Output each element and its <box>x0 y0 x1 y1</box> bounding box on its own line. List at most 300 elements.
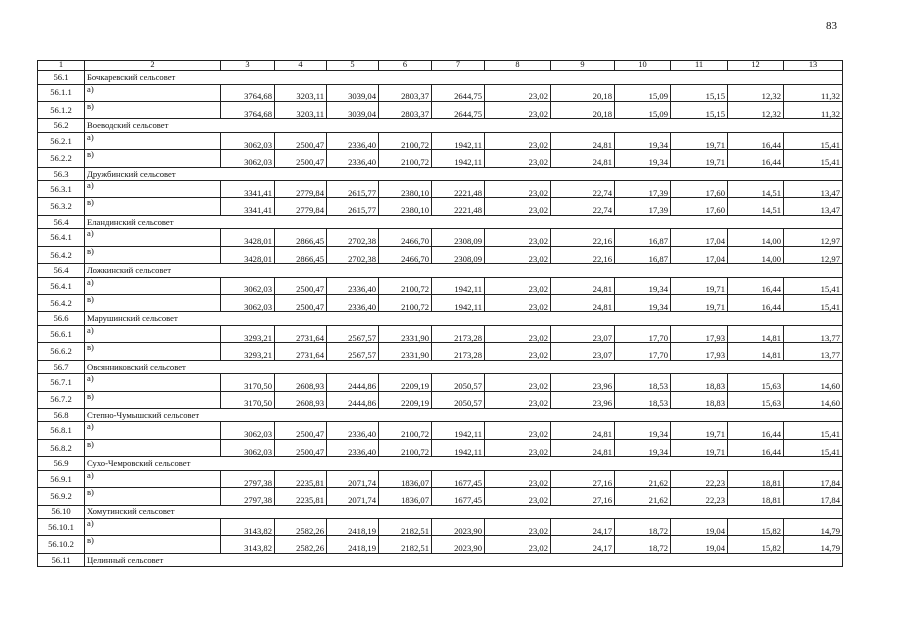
section-code: 56.9 <box>38 457 85 471</box>
section-row <box>38 360 843 374</box>
table-cell: 2336,40 <box>327 132 379 149</box>
table-cell: 15,09 <box>615 101 671 118</box>
row-label: в) <box>85 536 221 553</box>
column-header: 10 <box>615 61 671 71</box>
section-name: Овсянниковский сельсовет <box>85 360 843 374</box>
table-cell: 2702,38 <box>327 229 379 246</box>
section-name: Ложкинский сельсовет <box>85 264 843 278</box>
table-cell: 2023,90 <box>432 519 485 536</box>
section-code: 56.8 <box>38 408 85 422</box>
table-cell: 23,02 <box>485 343 551 360</box>
table-cell: 2500,47 <box>275 295 327 312</box>
table-cell: 3062,03 <box>221 132 275 149</box>
section-name: Бочкаревский сельсовет <box>85 71 843 85</box>
table-cell: 16,44 <box>728 277 784 294</box>
table-cell: 2866,45 <box>275 246 327 263</box>
table-cell: 3293,21 <box>221 325 275 342</box>
table-cell: 2308,09 <box>432 246 485 263</box>
column-header: 11 <box>671 61 728 71</box>
section-code: 56.10 <box>38 505 85 519</box>
table-cell: 2336,40 <box>327 295 379 312</box>
row-code: 56.3.1 <box>38 181 85 198</box>
table-cell: 2644,75 <box>432 101 485 118</box>
table-cell: 20,18 <box>551 101 615 118</box>
table-cell: 27,16 <box>551 488 615 505</box>
column-header: 12 <box>728 61 784 71</box>
section-row <box>38 71 843 85</box>
table-cell: 23,02 <box>485 422 551 439</box>
table-cell: 19,71 <box>671 277 728 294</box>
table-cell: 23,02 <box>485 229 551 246</box>
table-cell: 2702,38 <box>327 246 379 263</box>
table-cell: 18,53 <box>615 374 671 391</box>
table-cell: 2466,70 <box>379 246 432 263</box>
table-cell: 2173,28 <box>432 325 485 342</box>
table-cell: 13,77 <box>784 343 843 360</box>
row-code: 56.8.1 <box>38 422 85 439</box>
section-code: 56.4 <box>38 215 85 229</box>
table-cell: 23,02 <box>485 536 551 553</box>
table-row <box>38 470 843 487</box>
table-cell: 17,04 <box>671 246 728 263</box>
table-cell: 13,77 <box>784 325 843 342</box>
table-cell: 22,23 <box>671 488 728 505</box>
table-cell: 2050,57 <box>432 391 485 408</box>
table-cell: 2380,10 <box>379 181 432 198</box>
section-row <box>38 457 843 471</box>
table-cell: 23,02 <box>485 295 551 312</box>
table-cell: 2336,40 <box>327 150 379 167</box>
table-cell: 3341,41 <box>221 198 275 215</box>
table-row <box>38 84 843 101</box>
table-row <box>38 295 843 312</box>
row-label: а) <box>85 422 221 439</box>
table-cell: 2071,74 <box>327 470 379 487</box>
table-cell: 2567,57 <box>327 343 379 360</box>
table-cell: 14,51 <box>728 198 784 215</box>
table-cell: 15,41 <box>784 132 843 149</box>
table-cell: 24,17 <box>551 519 615 536</box>
table-cell: 14,79 <box>784 536 843 553</box>
section-code: 56.3 <box>38 167 85 181</box>
table-cell: 24,81 <box>551 295 615 312</box>
table-cell: 19,34 <box>615 277 671 294</box>
column-header: 8 <box>485 61 551 71</box>
table-cell: 2444,86 <box>327 391 379 408</box>
table-cell: 19,34 <box>615 295 671 312</box>
section-name: Целинный сельсовет <box>85 553 843 567</box>
table-cell: 15,41 <box>784 150 843 167</box>
column-header: 3 <box>221 61 275 71</box>
table-row <box>38 325 843 342</box>
table-cell: 17,60 <box>671 198 728 215</box>
table-cell: 2500,47 <box>275 132 327 149</box>
table-row <box>38 343 843 360</box>
table-cell: 2797,38 <box>221 488 275 505</box>
table-cell: 3203,11 <box>275 84 327 101</box>
table-cell: 2331,90 <box>379 325 432 342</box>
table-cell: 23,02 <box>485 325 551 342</box>
row-code: 56.2.1 <box>38 132 85 149</box>
table-cell: 17,60 <box>671 181 728 198</box>
section-name: Степно-Чумышский сельсовет <box>85 408 843 422</box>
table-row <box>38 101 843 118</box>
table-cell: 20,18 <box>551 84 615 101</box>
table-cell: 13,47 <box>784 181 843 198</box>
table-cell: 2582,26 <box>275 536 327 553</box>
table-row <box>38 246 843 263</box>
table-cell: 2221,48 <box>432 198 485 215</box>
table-cell: 19,34 <box>615 132 671 149</box>
row-code: 56.9.1 <box>38 470 85 487</box>
table-cell: 14,00 <box>728 229 784 246</box>
table-cell: 19,34 <box>615 422 671 439</box>
table-row <box>38 519 843 536</box>
table-cell: 2500,47 <box>275 277 327 294</box>
table-cell: 19,04 <box>671 519 728 536</box>
table-cell: 15,63 <box>728 374 784 391</box>
row-label: в) <box>85 488 221 505</box>
table-cell: 12,32 <box>728 101 784 118</box>
column-header: 13 <box>784 61 843 71</box>
table-cell: 2803,37 <box>379 101 432 118</box>
table-cell: 2466,70 <box>379 229 432 246</box>
column-header: 4 <box>275 61 327 71</box>
table-cell: 18,81 <box>728 470 784 487</box>
table-cell: 3143,82 <box>221 536 275 553</box>
row-code: 56.10.2 <box>38 536 85 553</box>
row-label: в) <box>85 150 221 167</box>
table-cell: 2797,38 <box>221 470 275 487</box>
table-cell: 3062,03 <box>221 422 275 439</box>
tariff-table <box>37 60 843 567</box>
table-row <box>38 198 843 215</box>
table-row <box>38 150 843 167</box>
row-label: в) <box>85 391 221 408</box>
table-cell: 19,34 <box>615 439 671 456</box>
page-number: 83 <box>826 20 837 32</box>
table-cell: 3062,03 <box>221 295 275 312</box>
table-cell: 23,02 <box>485 198 551 215</box>
table-cell: 3143,82 <box>221 519 275 536</box>
section-row <box>38 312 843 326</box>
table-cell: 23,02 <box>485 101 551 118</box>
table-cell: 2615,77 <box>327 181 379 198</box>
table-cell: 23,02 <box>485 277 551 294</box>
table-cell: 23,02 <box>485 181 551 198</box>
table-cell: 23,02 <box>485 374 551 391</box>
table-cell: 21,62 <box>615 470 671 487</box>
table-cell: 2500,47 <box>275 439 327 456</box>
section-name: Хомутинский сельсовет <box>85 505 843 519</box>
table-cell: 3428,01 <box>221 246 275 263</box>
row-code: 56.7.1 <box>38 374 85 391</box>
table-cell: 15,15 <box>671 101 728 118</box>
table-cell: 16,44 <box>728 132 784 149</box>
row-label: а) <box>85 519 221 536</box>
table-cell: 12,97 <box>784 229 843 246</box>
table-cell: 3039,04 <box>327 84 379 101</box>
table-row <box>38 181 843 198</box>
row-code: 56.10.1 <box>38 519 85 536</box>
table-cell: 3293,21 <box>221 343 275 360</box>
table-cell: 17,04 <box>671 229 728 246</box>
section-row <box>38 264 843 278</box>
table-cell: 23,02 <box>485 84 551 101</box>
table-cell: 2380,10 <box>379 198 432 215</box>
section-code: 56.7 <box>38 360 85 374</box>
row-label: а) <box>85 470 221 487</box>
table-cell: 2182,51 <box>379 519 432 536</box>
table-cell: 2582,26 <box>275 519 327 536</box>
table-cell: 14,81 <box>728 343 784 360</box>
table-cell: 23,07 <box>551 343 615 360</box>
section-row <box>38 119 843 133</box>
table-cell: 23,96 <box>551 374 615 391</box>
table-cell: 23,07 <box>551 325 615 342</box>
table-cell: 19,71 <box>671 439 728 456</box>
table-cell: 3764,68 <box>221 101 275 118</box>
section-name: Еландинский сельсовет <box>85 215 843 229</box>
section-name: Воеводский сельсовет <box>85 119 843 133</box>
table-cell: 14,60 <box>784 374 843 391</box>
table-cell: 1942,11 <box>432 439 485 456</box>
table-cell: 17,39 <box>615 198 671 215</box>
table-row <box>38 422 843 439</box>
table-cell: 24,81 <box>551 277 615 294</box>
column-header: 7 <box>432 61 485 71</box>
table-cell: 2235,81 <box>275 470 327 487</box>
table-cell: 15,82 <box>728 519 784 536</box>
table-cell: 2779,84 <box>275 198 327 215</box>
table-cell: 13,47 <box>784 198 843 215</box>
row-label: а) <box>85 325 221 342</box>
table-cell: 23,02 <box>485 439 551 456</box>
table-cell: 1942,11 <box>432 422 485 439</box>
table-cell: 2023,90 <box>432 536 485 553</box>
table-cell: 15,41 <box>784 295 843 312</box>
section-code: 56.1 <box>38 71 85 85</box>
table-cell: 2100,72 <box>379 150 432 167</box>
table-cell: 15,15 <box>671 84 728 101</box>
table-cell: 14,81 <box>728 325 784 342</box>
row-code: 56.4.2 <box>38 246 85 263</box>
table-row <box>38 488 843 505</box>
table-cell: 23,02 <box>485 519 551 536</box>
row-label: в) <box>85 198 221 215</box>
table-cell: 3341,41 <box>221 181 275 198</box>
table-cell: 23,02 <box>485 132 551 149</box>
section-code: 56.11 <box>38 553 85 567</box>
table-cell: 1942,11 <box>432 277 485 294</box>
table-cell: 1836,07 <box>379 470 432 487</box>
table-cell: 15,63 <box>728 391 784 408</box>
table-cell: 23,96 <box>551 391 615 408</box>
table-cell: 17,84 <box>784 470 843 487</box>
row-code: 56.9.2 <box>38 488 85 505</box>
table-cell: 14,79 <box>784 519 843 536</box>
row-label: а) <box>85 277 221 294</box>
table-cell: 19,71 <box>671 132 728 149</box>
table-cell: 11,32 <box>784 84 843 101</box>
table-row <box>38 132 843 149</box>
section-row <box>38 408 843 422</box>
row-code: 56.1.2 <box>38 101 85 118</box>
table-row <box>38 391 843 408</box>
table-cell: 19,34 <box>615 150 671 167</box>
table-cell: 1677,45 <box>432 488 485 505</box>
row-code: 56.2.2 <box>38 150 85 167</box>
table-cell: 2500,47 <box>275 150 327 167</box>
table-cell: 2173,28 <box>432 343 485 360</box>
row-label: в) <box>85 246 221 263</box>
table-cell: 23,02 <box>485 391 551 408</box>
table-cell: 3062,03 <box>221 277 275 294</box>
table-cell: 3062,03 <box>221 150 275 167</box>
table-cell: 11,32 <box>784 101 843 118</box>
table-cell: 3170,50 <box>221 374 275 391</box>
header-row <box>38 61 843 71</box>
table-cell: 17,39 <box>615 181 671 198</box>
table-cell: 2803,37 <box>379 84 432 101</box>
table-cell: 16,44 <box>728 150 784 167</box>
table-cell: 24,81 <box>551 150 615 167</box>
table-cell: 12,97 <box>784 246 843 263</box>
table-cell: 22,74 <box>551 181 615 198</box>
table-cell: 1836,07 <box>379 488 432 505</box>
row-label: а) <box>85 181 221 198</box>
table-cell: 18,72 <box>615 519 671 536</box>
table-cell: 22,16 <box>551 229 615 246</box>
row-code: 56.7.2 <box>38 391 85 408</box>
table-cell: 3039,04 <box>327 101 379 118</box>
table-cell: 24,81 <box>551 132 615 149</box>
table-cell: 17,93 <box>671 325 728 342</box>
row-code: 56.4.1 <box>38 277 85 294</box>
table-cell: 3062,03 <box>221 439 275 456</box>
table-row <box>38 439 843 456</box>
row-code: 56.1.1 <box>38 84 85 101</box>
table-row <box>38 536 843 553</box>
table-cell: 27,16 <box>551 470 615 487</box>
row-code: 56.4.1 <box>38 229 85 246</box>
table-cell: 2866,45 <box>275 229 327 246</box>
table-cell: 2779,84 <box>275 181 327 198</box>
table-cell: 2444,86 <box>327 374 379 391</box>
table-cell: 15,09 <box>615 84 671 101</box>
table-cell: 2071,74 <box>327 488 379 505</box>
table-cell: 1942,11 <box>432 295 485 312</box>
table-cell: 14,51 <box>728 181 784 198</box>
table-cell: 17,93 <box>671 343 728 360</box>
row-code: 56.6.2 <box>38 343 85 360</box>
row-code: 56.8.2 <box>38 439 85 456</box>
table-row <box>38 374 843 391</box>
table-cell: 15,41 <box>784 277 843 294</box>
table-cell: 17,70 <box>615 325 671 342</box>
table-cell: 21,62 <box>615 488 671 505</box>
table-cell: 23,02 <box>485 488 551 505</box>
table-cell: 1942,11 <box>432 132 485 149</box>
table-cell: 2100,72 <box>379 132 432 149</box>
table-cell: 2336,40 <box>327 422 379 439</box>
table-cell: 16,44 <box>728 295 784 312</box>
table-cell: 2418,19 <box>327 536 379 553</box>
table-cell: 2644,75 <box>432 84 485 101</box>
table-cell: 12,32 <box>728 84 784 101</box>
table-cell: 3170,50 <box>221 391 275 408</box>
table-cell: 17,84 <box>784 488 843 505</box>
row-label: а) <box>85 132 221 149</box>
table-cell: 2336,40 <box>327 277 379 294</box>
table-cell: 2100,72 <box>379 295 432 312</box>
table-cell: 18,83 <box>671 374 728 391</box>
table-cell: 2500,47 <box>275 422 327 439</box>
section-name: Сухо-Чемровский сельсовет <box>85 457 843 471</box>
row-code: 56.4.2 <box>38 295 85 312</box>
table-cell: 15,41 <box>784 422 843 439</box>
table-cell: 14,60 <box>784 391 843 408</box>
row-label: в) <box>85 343 221 360</box>
table-cell: 16,87 <box>615 229 671 246</box>
table-cell: 19,71 <box>671 295 728 312</box>
table-cell: 24,81 <box>551 439 615 456</box>
table-cell: 19,04 <box>671 536 728 553</box>
section-row <box>38 505 843 519</box>
table-cell: 18,72 <box>615 536 671 553</box>
row-label: а) <box>85 84 221 101</box>
table-cell: 2331,90 <box>379 343 432 360</box>
section-name: Марушинский сельсовет <box>85 312 843 326</box>
section-row <box>38 215 843 229</box>
table-cell: 2050,57 <box>432 374 485 391</box>
row-label: в) <box>85 295 221 312</box>
row-code: 56.6.1 <box>38 325 85 342</box>
table-cell: 19,71 <box>671 422 728 439</box>
table-cell: 19,71 <box>671 150 728 167</box>
row-label: в) <box>85 101 221 118</box>
table-cell: 3428,01 <box>221 229 275 246</box>
table-cell: 16,44 <box>728 439 784 456</box>
table-cell: 2235,81 <box>275 488 327 505</box>
table-cell: 24,81 <box>551 422 615 439</box>
section-name: Дружбинский сельсовет <box>85 167 843 181</box>
table-cell: 2182,51 <box>379 536 432 553</box>
table-cell: 1677,45 <box>432 470 485 487</box>
table-cell: 18,81 <box>728 488 784 505</box>
table-cell: 2308,09 <box>432 229 485 246</box>
table-cell: 16,87 <box>615 246 671 263</box>
section-code: 56.6 <box>38 312 85 326</box>
row-label: а) <box>85 229 221 246</box>
column-header: 1 <box>38 61 85 71</box>
table-cell: 22,74 <box>551 198 615 215</box>
row-label: а) <box>85 374 221 391</box>
section-row <box>38 167 843 181</box>
table-cell: 2100,72 <box>379 422 432 439</box>
table-row <box>38 229 843 246</box>
table-cell: 24,17 <box>551 536 615 553</box>
table-cell: 15,82 <box>728 536 784 553</box>
table-cell: 23,02 <box>485 470 551 487</box>
table-cell: 2209,19 <box>379 374 432 391</box>
table-cell: 23,02 <box>485 246 551 263</box>
table-row <box>38 277 843 294</box>
table-cell: 2731,64 <box>275 343 327 360</box>
table-cell: 2209,19 <box>379 391 432 408</box>
table-body <box>38 61 843 567</box>
table-cell: 22,23 <box>671 470 728 487</box>
